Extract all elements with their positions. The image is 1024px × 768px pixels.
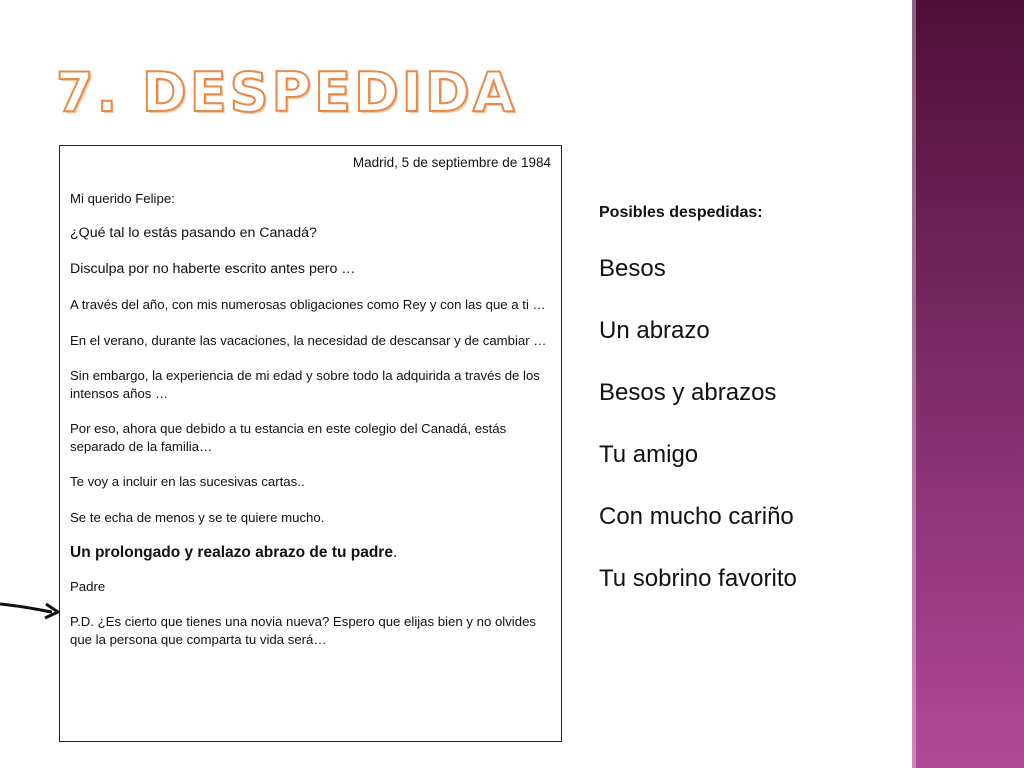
letter-paragraph: Disculpa por no haberte escrito antes pero … (70, 260, 356, 277)
options-heading: Posibles despedidas: (599, 204, 763, 221)
letter-closing-punct: . (392, 544, 398, 561)
farewell-option: Con mucho cariño (599, 503, 794, 530)
letter-closing (70, 544, 551, 562)
letter-box (59, 145, 562, 742)
farewell-option: Besos y abrazos (599, 379, 777, 406)
farewell-option: Tu amigo (599, 441, 699, 468)
letter-date: Madrid, 5 de septiembre de 1984 (352, 155, 551, 170)
farewell-option: Un abrazo (599, 317, 710, 344)
arrow-right-icon (0, 596, 64, 626)
letter-postscript: P.D. ¿Es cierto que tienes una novia nueva? Espero que elijas bien y no olvides que la persona que comparta tu vida será… (70, 614, 537, 647)
letter-paragraph: En el verano, durante las vacaciones, la necesidad de descansar y de cambiar … (70, 332, 547, 348)
farewell-options-list (599, 254, 797, 626)
letter-paragraph: Te voy a incluir en las sucesivas cartas.. (70, 474, 305, 489)
farewell-option: Tu sobrino favorito (599, 565, 797, 592)
letter-paragraph: Por eso, ahora que debido a tu estancia en este colegio del Canadá, estás separado de la familia… (70, 421, 507, 454)
letter-paragraph: Se te echa de menos y se te quiere mucho. (70, 509, 325, 525)
slide-title: 7. DESPEDIDA (56, 61, 518, 124)
letter-greeting: Mi querido Felipe: (70, 190, 175, 206)
letter-closing-text: Un prolongado y realazo abrazo de tu padre (70, 544, 393, 561)
farewell-option: Besos (599, 255, 666, 282)
decorative-side-bar (912, 0, 1024, 768)
letter-paragraph: ¿Qué tal lo estás pasando en Canadá? (70, 225, 317, 241)
letter-signature: Padre (70, 578, 106, 594)
letter-paragraph: A través del año, con mis numerosas obligaciones como Rey y con las que a ti … (70, 297, 546, 312)
letter-paragraph: Sin embargo, la experiencia de mi edad y sobre todo la adquirida a través de los intensos años … (70, 368, 540, 401)
